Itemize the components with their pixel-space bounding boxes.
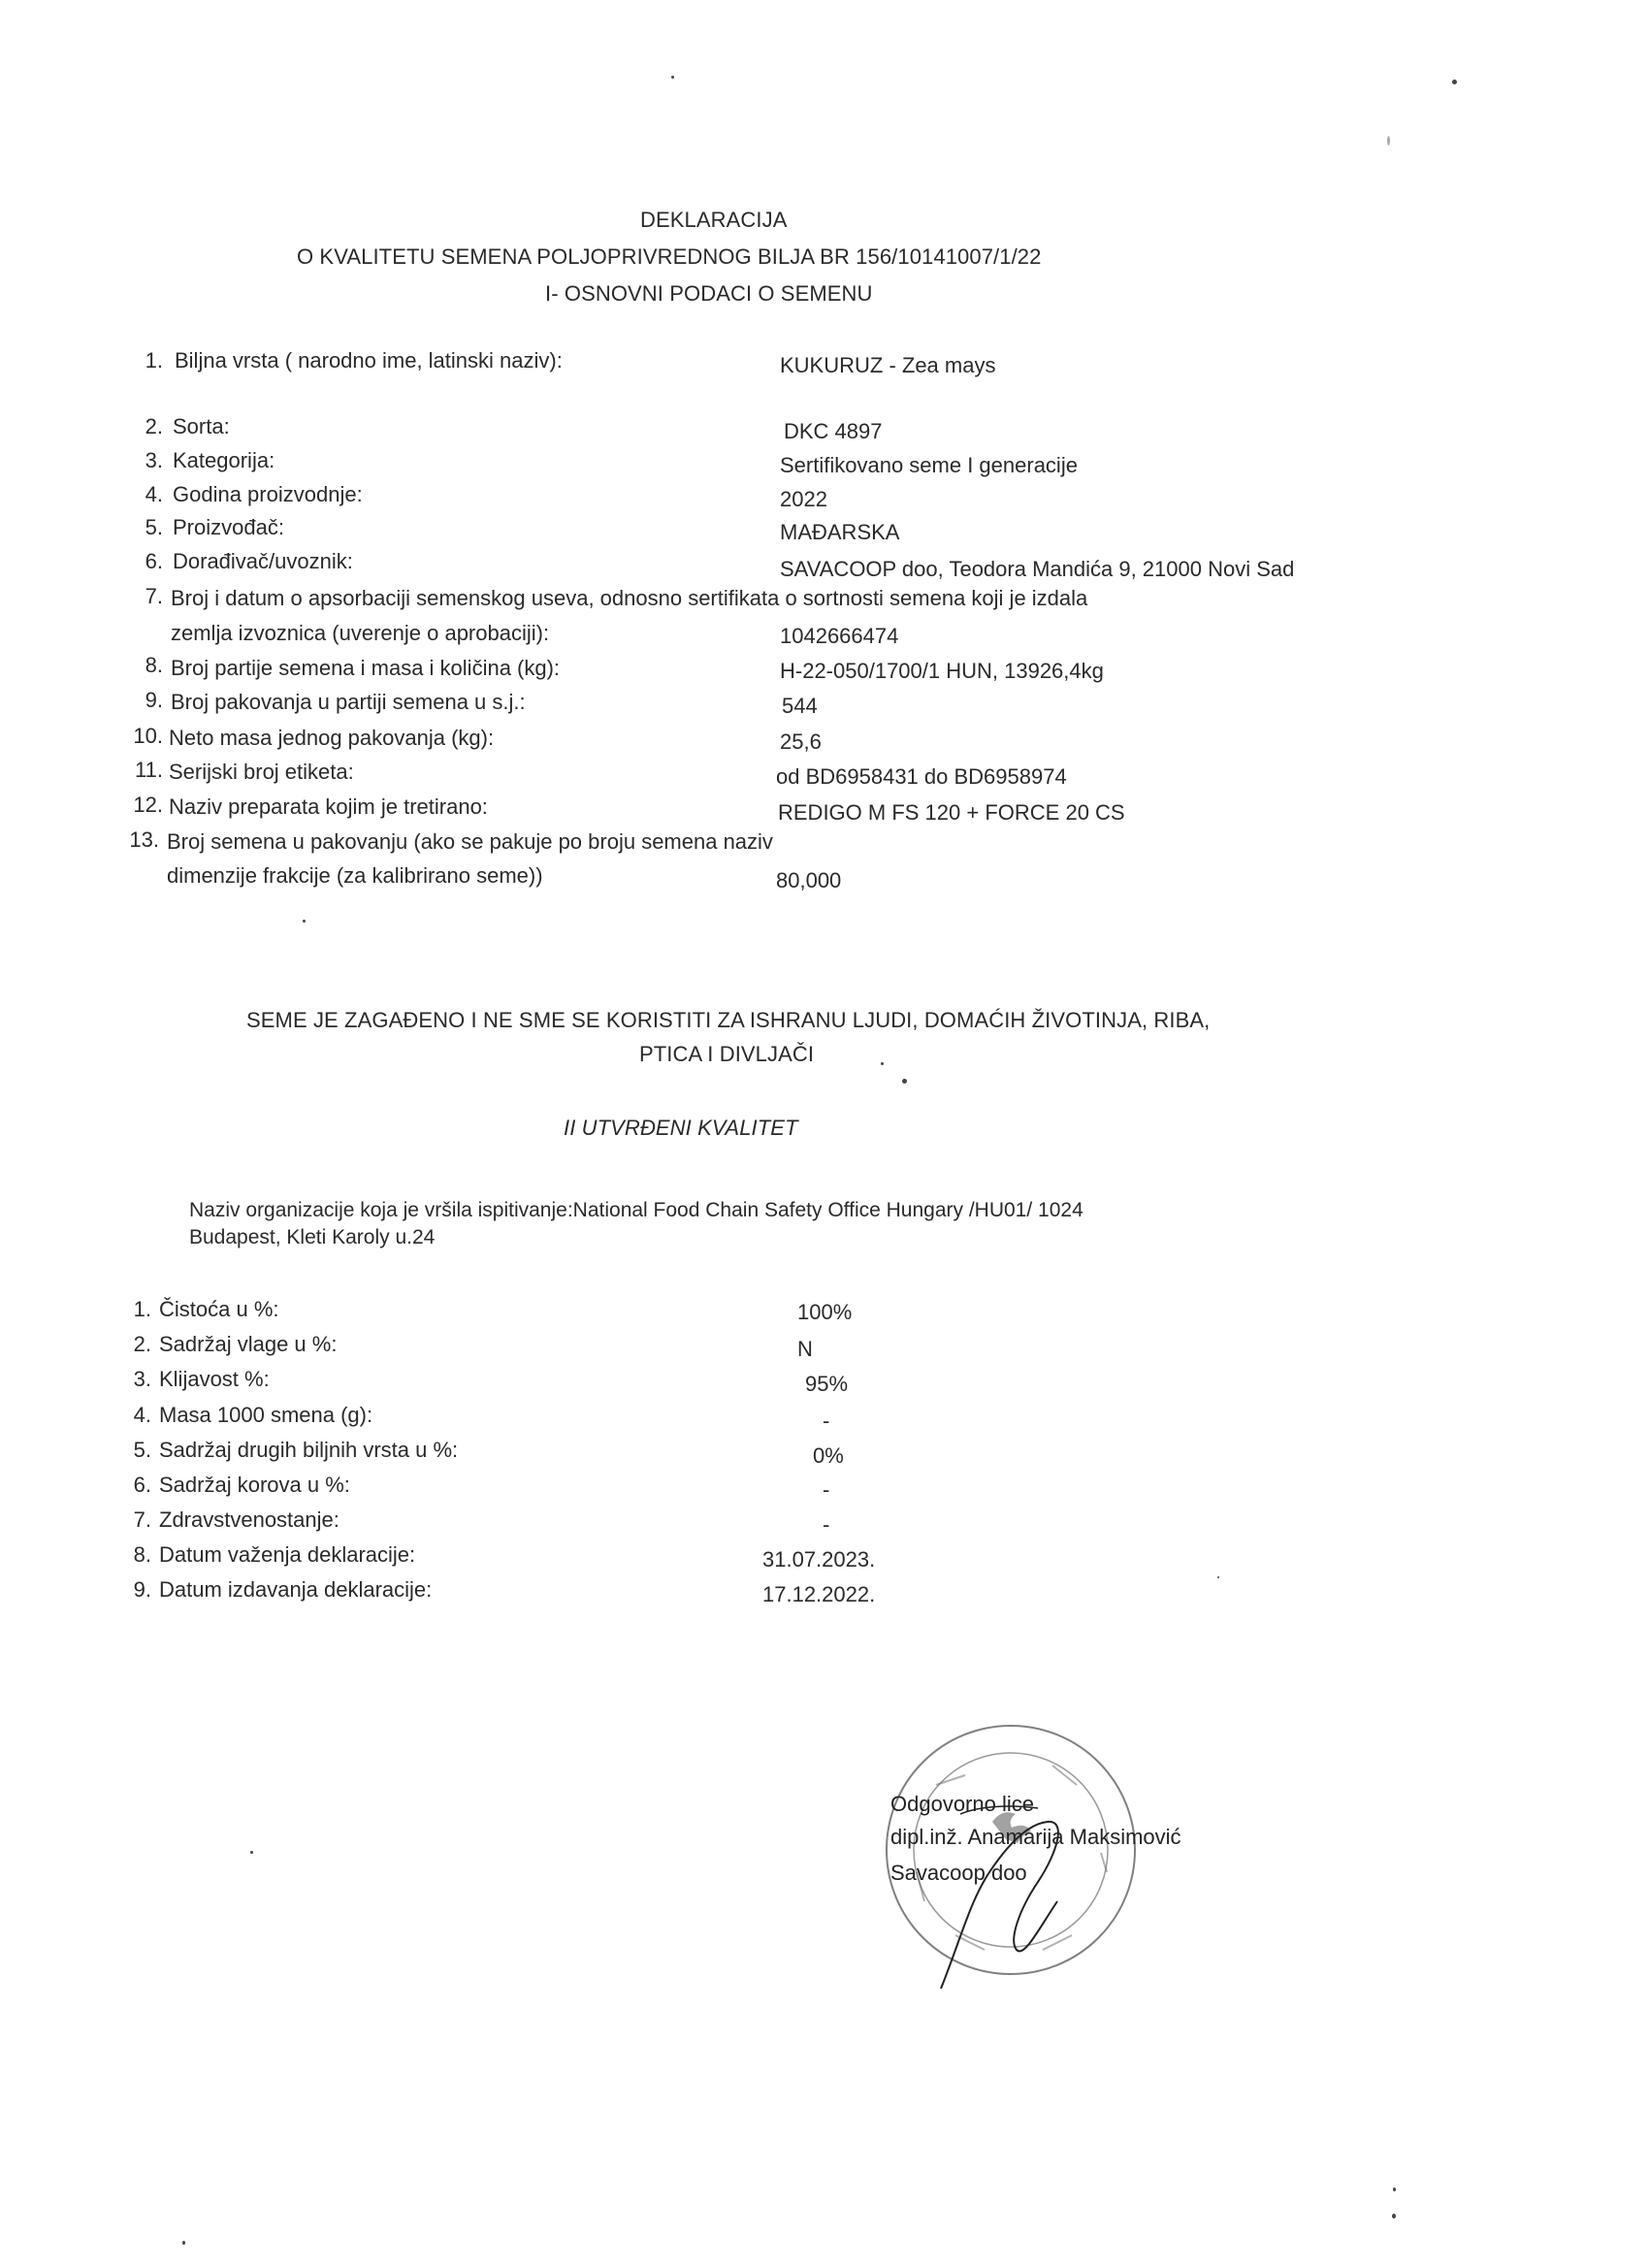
item-number: 8. [133, 1542, 151, 1567]
item-number: 3. [133, 1367, 151, 1391]
item-number: 2. [133, 1332, 151, 1356]
scan-speck [1217, 1576, 1219, 1578]
item-label: Broj pakovanja u partiji semena u s.j.: [171, 690, 526, 714]
item-number: 10. [133, 724, 163, 748]
section-quality-heading: II UTVRĐENI KVALITET [564, 1116, 798, 1140]
scan-speck [671, 76, 674, 79]
testing-organization-line1: Naziv organizacije koja je vršila ispitivanje:National Food Chain Safety Office Hungary /HU01/ 1024 [189, 1199, 1083, 1221]
item-label: Neto masa jednog pakovanja (kg): [169, 726, 495, 750]
item-value: 31.07.2023. [762, 1547, 876, 1571]
item-value: 95% [805, 1372, 849, 1396]
signatory-company: Savacoop doo [890, 1861, 1027, 1885]
item-label: Sorta: [173, 414, 230, 438]
item-label: Masa 1000 smena (g): [159, 1403, 373, 1427]
item-number: 7. [133, 1507, 151, 1532]
item-label: Sadržaj vlage u %: [159, 1332, 338, 1356]
item-label: Naziv preparata kojim je tretirano: [169, 794, 488, 819]
item-label: Datum izdavanja deklaracije: [159, 1577, 433, 1602]
item-value: MAĐARSKA [780, 520, 900, 544]
item-number: 9. [133, 1577, 151, 1602]
scan-speck [1393, 2187, 1396, 2191]
item-label: Sadržaj korova u %: [159, 1473, 350, 1497]
scan-speck [902, 1079, 907, 1084]
item-value: - [823, 1477, 830, 1502]
scan-speck [182, 2241, 185, 2245]
item-number: 1. [133, 1297, 151, 1321]
item-number: 12. [133, 793, 163, 817]
item-value: N [797, 1337, 813, 1361]
item-label: Broj partije semena i masa i količina (kg): [171, 656, 561, 680]
item-label: Čistoća u %: [159, 1297, 279, 1321]
item-value: 100% [797, 1300, 853, 1324]
signatory-role: Odgovorno lice [890, 1792, 1034, 1816]
document-title: DEKLARACIJA [640, 208, 788, 232]
section-basic-data-heading: I- OSNOVNI PODACI O SEMENU [545, 281, 873, 306]
scan-speck [1452, 80, 1457, 84]
item-number: 6. [133, 1473, 151, 1497]
testing-organization-line2: Budapest, Kleti Karoly u.24 [189, 1226, 436, 1248]
item-label: Godina proizvodnje: [173, 482, 363, 506]
item-label: Dorađivač/uvoznik: [173, 549, 353, 573]
item-value: SAVACOOP doo, Teodora Mandića 9, 21000 Novi Sad [780, 557, 1295, 581]
item-value: 17.12.2022. [762, 1582, 876, 1606]
scan-speck [1392, 2214, 1396, 2219]
item-label: Kategorija: [173, 448, 275, 472]
item-label: Broj semena u pakovanju (ako se pakuje po broju semena naziv [167, 829, 773, 854]
item-label: Zdravstvenostanje: [159, 1507, 340, 1532]
handwritten-signature [902, 1785, 1116, 2008]
item-number: 5. [133, 1438, 151, 1462]
item-value: 544 [782, 694, 818, 718]
item-value: DKC 4897 [784, 419, 883, 443]
item-number: 8. [145, 653, 163, 677]
item-number: 5. [145, 515, 163, 539]
scan-speck [1387, 136, 1390, 146]
item-value: KUKURUZ - Zea mays [780, 353, 996, 377]
item-number: 9. [145, 688, 163, 712]
item-value: Sertifikovano seme I generacije [780, 453, 1078, 477]
signatory-name: dipl.inž. Anamarija Maksimović [890, 1825, 1181, 1849]
item-label: Datum važenja deklaracije: [159, 1542, 416, 1567]
document-subtitle: O KVALITETU SEMENA POLJOPRIVREDNOG BILJA BR 156/10141007/1/22 [297, 244, 1042, 269]
item-label: Biljna vrsta ( narodno ime, latinski naziv): [175, 348, 563, 373]
item-number: 4. [145, 482, 163, 506]
item-value: 1042666474 [780, 624, 899, 648]
item-number: 2. [145, 414, 163, 438]
item-label-continued: dimenzije frakcije (za kalibrirano seme)) [167, 863, 543, 888]
item-value: REDIGO M FS 120 + FORCE 20 CS [778, 800, 1125, 825]
item-number: 4. [133, 1403, 151, 1427]
item-label: Sadržaj drugih biljnih vrsta u %: [159, 1438, 459, 1462]
item-number: 7. [145, 584, 163, 608]
item-number: 3. [145, 448, 163, 472]
item-number: 6. [145, 549, 163, 573]
item-label: Serijski broj etiketa: [169, 760, 354, 784]
item-value: od BD6958431 do BD6958974 [776, 764, 1067, 789]
item-label: Proizvođač: [173, 515, 284, 539]
item-number: 1. [145, 348, 163, 373]
item-label: Klijavost %: [159, 1367, 270, 1391]
scan-speck [881, 1062, 884, 1065]
item-value: 0% [813, 1443, 844, 1468]
contamination-warning-line1: SEME JE ZAGAĐENO I NE SME SE KORISTITI ZA ISHRANU LJUDI, DOMAĆIH ŽIVOTINJA, RIBA, [246, 1008, 1211, 1032]
scan-speck [303, 920, 306, 923]
scan-speck [250, 1851, 253, 1854]
item-value: H-22-050/1700/1 HUN, 13926,4kg [780, 659, 1104, 683]
item-label-continued: zemlja izvoznica (uverenje o aprobaciji): [171, 621, 550, 645]
item-value: 2022 [780, 487, 827, 511]
item-value: - [823, 1409, 830, 1433]
item-value: 25,6 [780, 729, 822, 754]
contamination-warning-line2: PTICA I DIVLJAČI [639, 1042, 815, 1066]
item-value: 80,000 [776, 868, 842, 892]
item-label: Broj i datum o apsorbaciji semenskog useva, odnosno sertifikata o sortnosti semena koji je izdala [171, 586, 1088, 610]
item-value: - [823, 1512, 830, 1537]
item-number: 11. [135, 758, 163, 782]
item-number: 13. [129, 827, 159, 852]
